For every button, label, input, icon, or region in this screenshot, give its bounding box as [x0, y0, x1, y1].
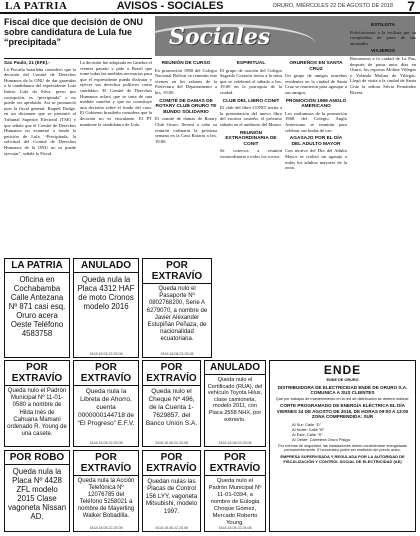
ad-body: Queda nulo el Cheque Nº 496, de la Cuenta 1-7629857, del Banco Unión S.A. [145, 388, 198, 427]
social-heading: COMITÉ DE DAMAS DE ROTARY CLUB ORURO TE BUNDO SOLIDARIO [155, 98, 217, 115]
ad-body: Queda nula la Placa 4312 HAF de moto Cronos modelo 2016 [77, 275, 135, 311]
social-text: Ex promoción 1980 del Colegio Nacional Bolívar se reunirán este viernes en los salones de la Prefectura del Departamento a hrs. 19:00. [155, 67, 217, 95]
social-text: Se convoca a reunión extraordinaria a todos los socios. [220, 148, 282, 159]
social-text: El club del libro CONIT invita a la presentación del nuevo libro del escritor orureño, el próximo sábado en el auditorio del Museo. [220, 105, 282, 127]
lead-headline: Fiscal dice que decisión de ONU sobre candidatura de Lula fue “precipitada” [4, 17, 144, 47]
ad-title: POR EXTRAVÍO [74, 451, 138, 476]
ad-code: 3418.18.08.22.25.08 [89, 441, 123, 445]
ad-title: POR EXTRAVÍO [143, 259, 211, 284]
social-text: Un grupo de amigos orureños residentes en la ciudad de Santa Cruz se reunieron para agasajar a sus amigos. [285, 73, 347, 95]
ende-notice [269, 360, 416, 532]
social-text: El comité de damas de Rotary Club Oruro, llevará a cabo su reunión ordinaria la próxima semana en la Casa Rotaria a hrs. 19:00. [155, 116, 217, 144]
section-title: AVISOS - SOCIALES [116, 0, 224, 12]
ad-libreta-ahorro [73, 360, 139, 447]
lead-body-1: La Fiscalía brasileña consideró que la decisión del Comité de Derechos Humanos de la ONU de dar garantías a la candidatura del expresidente Luiz Inácio Lula da Silva, preso por corrupción, es “precipitada” y no puede ser aprobada. Así se pronunció ayer la fiscal general, Raquel Dodge, en un dictamen que se presentó al Tribunal Superior Electoral (TSE) y que señala que el Comité de Derechos Humanos no examinó a fondo la petición de Lula. “Precipitada, la solicitud del Comité de Derechos Humanos de la ONU no se puede ejecutar”, señaló la Fiscal. [4, 66, 76, 156]
social-text: El grupo de oración del Colegio Sagrado Corazón invita a la misa que se celebrará el sábado a hrs. 19:00 en la parroquia de la ciudad. [220, 67, 282, 95]
ad-pasaporte [142, 258, 212, 358]
ad-accion-telefonica [73, 450, 139, 532]
social-heading: AGASAJO POR EL DÍA DEL ADULTO MAYOR [289, 136, 343, 147]
page-number: 7 [407, 0, 415, 14]
ad-title: ANULADO [74, 259, 138, 273]
ad-code: 3418.18.08.22.25.08 [155, 526, 188, 530]
ende-zone-row: Al Este: Calle “S” [292, 431, 323, 437]
ende-safety-note: Por normas de seguridad, las instalaciones deben considerarse energizadas permanentemente. El suministro podrá ser restituido sin previo aviso. [278, 443, 407, 453]
ad-por-robo [4, 450, 70, 532]
ende-zone-row: Al Norte: Calle “B” [292, 426, 325, 432]
ad-title: POR ROBO [5, 451, 69, 465]
ad-certificado-rua [204, 360, 266, 447]
ad-anulado-placa [73, 258, 139, 358]
ad-body: Queda nulo el Certificado (RUA), del vehículo Toyota Hilux, clase camioneta, modelo 2011, con Placa 2558 NHX, por extravío. [207, 377, 263, 423]
social-heading: ESPIRITUAL [236, 61, 266, 66]
ad-code: 3418.18.08.22.25.08 [89, 352, 123, 356]
ende-zone-row: Al Sur: Calle “D” [292, 421, 321, 427]
social-heading: PROMOCIÓN 1968 ANGLO AMERICANO [285, 98, 347, 110]
social-heading: REUNIÓN EXTRAORDINARIA DE CONIT [225, 130, 277, 147]
ad-body: Queda nulo el Padrón Municipal Nº 11-01-0580 a nombre de Hilda Inés de Cahuana Mamani ordenado R. Young de una casete. [7, 388, 67, 438]
social-column-2 [220, 58, 282, 258]
ad-title: LA PATRIA [5, 259, 69, 273]
ad-title: POR EXTRAVÍO [143, 361, 200, 386]
ende-intro: Que por trabajos de mantenimiento en la red de distribución se deberá realizar: [275, 396, 410, 401]
social-heading: CLUB DEL LIBRO CONIT [222, 98, 280, 104]
ad-body: Queda nulo el Pasaporte Nº 0802768200, Serie A 6279070, a nombre de Javier Alexander Estupiñán Peñaza, de nacionalidad ecuatoriana. [146, 286, 208, 343]
ende-company: DISTRIBUIDORA DE ELECTRICIDAD ENDE DE ORURO S.A. COMUNICA A SUS CLIENTES [277, 384, 408, 396]
social-column-4 [350, 20, 416, 258]
issue-date: ORURO, MIÉRCOLES 22 DE AGOSTO DE 2018 [272, 3, 393, 9]
ad-padron-mercado [204, 450, 266, 532]
ad-code: 3418.18.08.22.25.08 [155, 441, 188, 445]
ad-code: 3418.18.08.22.25.08 [218, 526, 252, 530]
ende-zone-row: Al Oeste: Carretera Oruro Pisiga [292, 436, 350, 442]
ad-title: ANULADO [205, 361, 265, 375]
social-text: Con motivo del Día del Adulto Mayor se realizó un agasajo a todos los adultos mayores de la zona. [285, 148, 347, 171]
sociales-title: Sociales [169, 24, 271, 50]
ad-title: POR EXTRAVÍO [143, 451, 200, 476]
ad-title: POR EXTRAVÍO [74, 361, 138, 386]
ad-body: Queda nula la Libreta de Ahorro, cuenta 0000000144718 de “El Progreso” E.F.V. [77, 388, 135, 427]
lead-dateline: Sao Paulo, 21 (EFE).- [4, 60, 50, 65]
ad-body: Quedan nulas las Placas de Control 156 LYY, vagoneta Mitsubishi, modelo 1997. [145, 478, 198, 515]
social-text: Felicitaciones a la estilista por su cumpleaños de parte de sus amistades. [350, 29, 416, 46]
page-header [0, 0, 420, 14]
lead-column-1 [4, 60, 76, 250]
ende-cut-schedule: CORTE PROGRAMADO DE ENERGÍA ELÉCTRICA EL DÍA VIERNES 24 DE AGOSTO DE 2018, DE HORAS 09:00 A 13:00 ZONA COMPRENDIDA: SUR [276, 403, 409, 420]
ende-footer: EMPRESA SUPERVISADA Y REGULADA POR LA AUTORIDAD DE FISCALIZACIÓN Y CONTROL SOCIAL DE ELECTRICIDAD (AE) [280, 454, 405, 465]
ad-body: Oficina en Cochabamba Calle Antezana Nº 871 casi esq. Oruro acera Oeste Teléfono 4583758 [8, 275, 66, 338]
ende-zone-list [292, 422, 413, 442]
social-column-3 [285, 58, 347, 258]
lead-body-2: La decisión fue adoptada en Ginebra el viernes pasado y pide a Brasil que tome todas las medidas necesarias para que el expresidente pueda disfrutar y ejercer sus derechos políticos como candidato. El Comité de Derechos Humanos aclaró que se trata de una medida cautelar y que no constituye una decisión sobre el fondo del caso. El Gobierno brasileño considera que la decisión no es vinculante. El PT mantiene la candidatura de Lula. [80, 60, 152, 127]
social-heading: VIAJEROS [370, 49, 396, 55]
ad-la-patria [4, 258, 70, 358]
ad-title: POR EXTRAVÍO [5, 361, 69, 386]
social-column-1 [155, 58, 217, 258]
social-text: Los exalumnos de la promoción 1968 del Colegio Anglo Americano se reunirán para celebrar sus bodas de oro. [285, 110, 347, 133]
ad-code: 3418.18.08.22.25.08 [160, 352, 194, 356]
lead-column-2 [80, 60, 152, 250]
ad-padron-municipal [4, 360, 70, 447]
social-heading: ORUREÑOS EN SANTA CRUZ [289, 61, 343, 72]
social-text: Retornaron a la ciudad de La Paz, después de pasar unos días en Oruro, los esposos Molina Villegas y Yolanda Molina de Villegas. Llegó de visita a la ciudad de Santa Cruz la señora Silvia Fernández Rivera. [350, 55, 416, 95]
ende-sublogo: ENDE DE ORURO [326, 378, 359, 382]
ad-body: Queda nulo el Padrón Municipal Nº 11-01-0394, a nombre de Eulogia Choque Gómez, Mercado Roberto Young. [208, 478, 262, 526]
social-heading: ESTILISTA [370, 23, 396, 28]
ende-logo: ENDE [323, 363, 362, 377]
newspaper-logo: LA PATRIA [5, 0, 68, 12]
ad-placas-control [142, 450, 201, 532]
ad-body: Queda nula la Acción Telefónica Nº 12076785 del Teléfono 5258021 a nombre de Mayerling Walker Bobadilla. [77, 478, 135, 520]
ad-body: Queda nula la Placa Nº 4428 ZFL modelo 2015 Clase vagoneta Nissan AD. [7, 467, 67, 521]
ad-title: POR EXTRAVÍO [205, 451, 265, 476]
social-heading: REUNIÓN DE CURSO [161, 61, 211, 66]
ad-cheque [142, 360, 201, 447]
ad-code: 3418.18.08.22.25.08 [218, 441, 252, 445]
lead-headline-box [4, 17, 152, 57]
ad-code: 3418.18.08.22.25.08 [89, 526, 123, 530]
